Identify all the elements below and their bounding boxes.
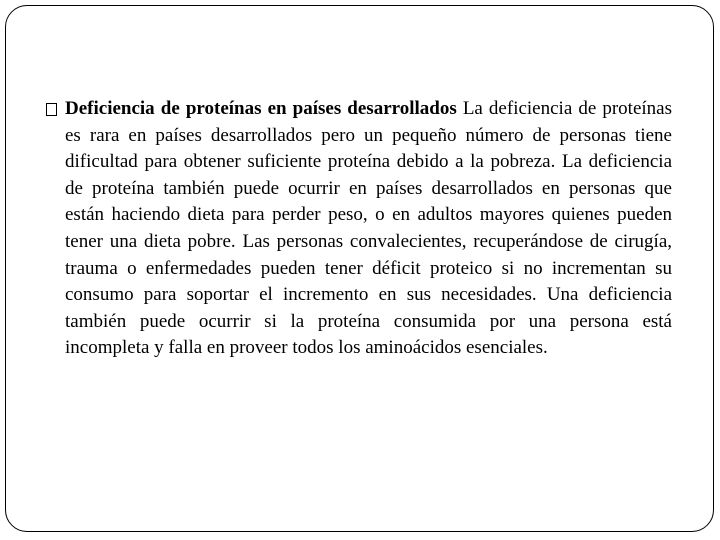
bullet-body: La deficiencia de proteínas es rara en países desarrollados pero un pequeño número de personas tiene dificultad para obtener suficiente proteína debido a la pobreza. La deficiencia de proteína también puede ocurrir en países desarrollados en personas que están haciendo dieta para perder peso, o en adultos mayores quienes pueden tener una dieta pobre. Las personas convalecientes, recuperándose de cirugía, trauma o enfermedades pueden tener déficit proteico si no incrementan su consumo para soportar el incremento en sus necesidades. Una deficiencia también puede ocurrir si la proteína consumida por una persona está incompleta y falla en proveer todos los aminoácidos esenciales. <box>65 98 672 359</box>
bullet-paragraph <box>46 96 672 362</box>
bullet-square-icon <box>46 103 57 116</box>
bullet-title: Deficiencia de proteínas en países desarrollados <box>65 98 457 119</box>
